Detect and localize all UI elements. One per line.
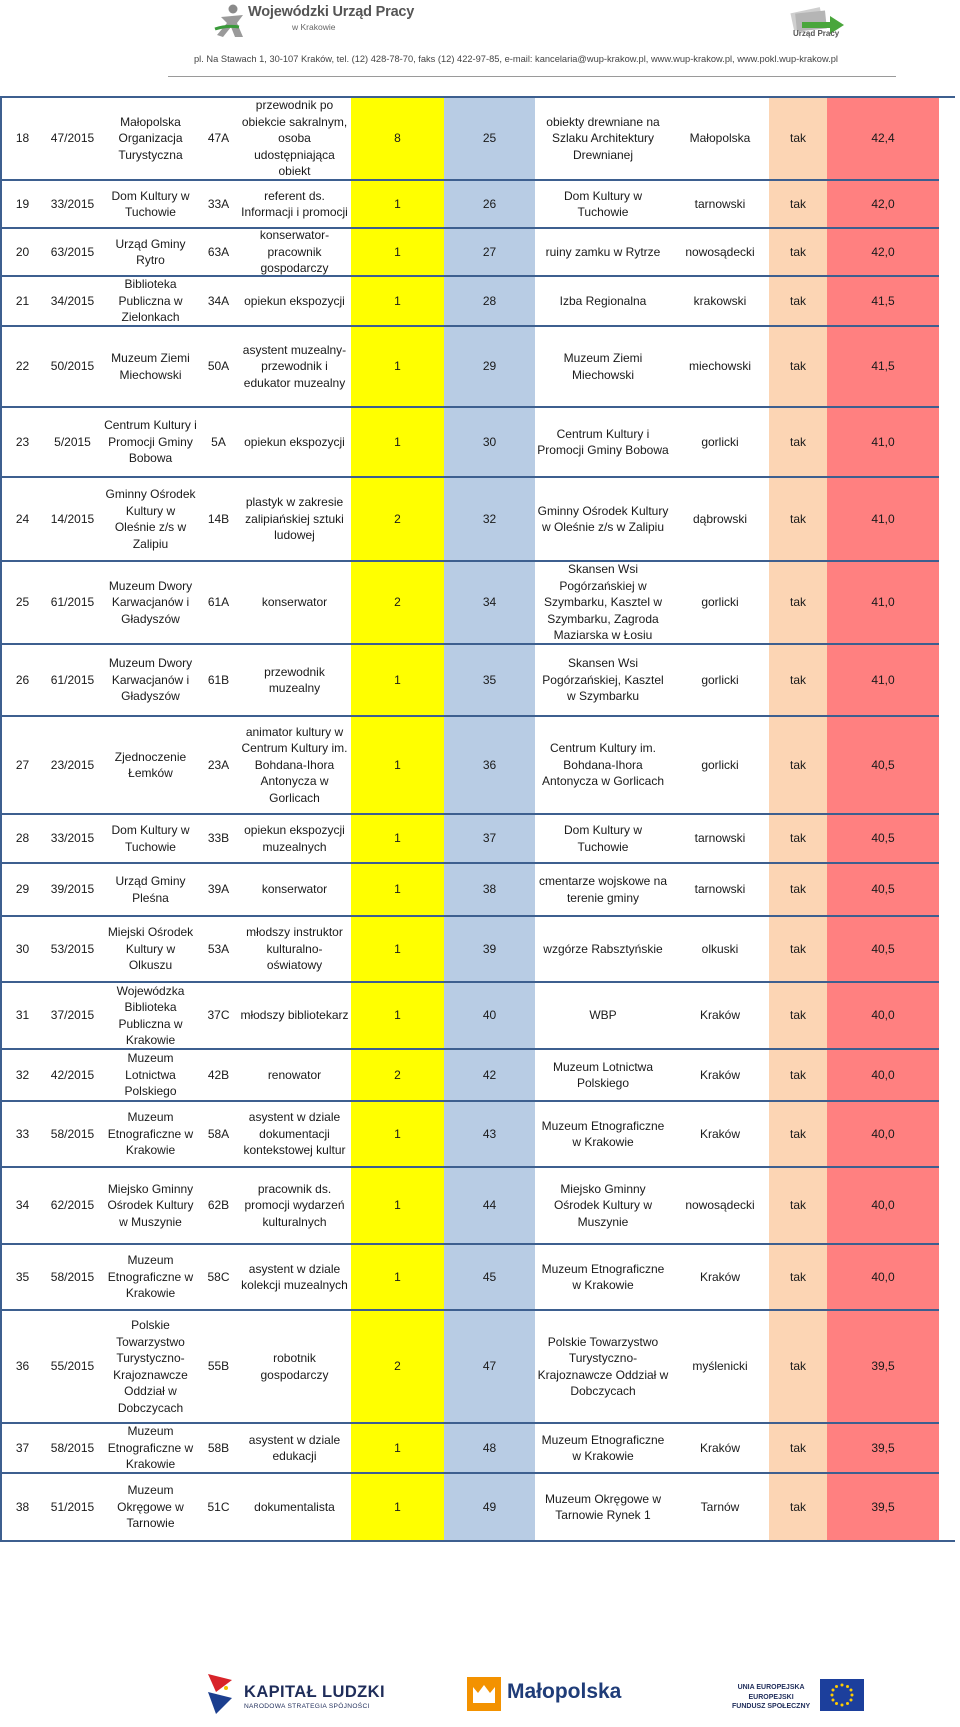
- lp-cell: 18: [2, 98, 43, 181]
- position: konserwator-pracownik gospodarczy: [238, 229, 351, 277]
- rank-number: 43: [444, 1102, 535, 1168]
- places-count: 1: [351, 408, 444, 478]
- position: dokumentalista: [254, 1499, 335, 1514]
- position: plastyk w zakresie zalipiańskiej sztuki ludowej: [238, 478, 351, 562]
- lp-cell: 33: [2, 1102, 43, 1168]
- urzad-pracy-logo-icon: [782, 4, 854, 44]
- lp-cell: 37: [2, 1424, 43, 1474]
- position: asystent w dziale dokumentacji kontekstowej kultur: [238, 1102, 351, 1168]
- eligibility: tak: [769, 717, 827, 815]
- table-grid: [0, 96, 955, 1542]
- rank-number: 44: [444, 1168, 535, 1245]
- workplace: Polskie Towarzystwo Turystyczno-Krajoznawcze Oddział w Dobczycach: [535, 1311, 671, 1424]
- urzad-pracy-label: Urząd Pracy: [793, 29, 840, 38]
- eligibility: tak: [769, 815, 827, 864]
- malopolska-icon: [467, 1677, 501, 1711]
- rank-number: 26: [444, 181, 535, 229]
- places-count: 1: [351, 229, 444, 277]
- position: referent ds. Informacji i promocji: [238, 181, 351, 229]
- ue-line-2: EUROPEJSKI: [748, 1693, 794, 1701]
- district: Kraków: [671, 1424, 769, 1474]
- district: Małopolska: [671, 98, 769, 181]
- offer-code: 58B: [199, 1424, 238, 1474]
- organization: Biblioteka Publiczna w Zielonkach: [102, 277, 199, 327]
- places-count: 8: [351, 98, 444, 181]
- score: 41,0: [827, 408, 939, 478]
- organization: Muzeum Etnograficzne w Krakowie: [102, 1245, 199, 1311]
- places-count: 1: [351, 1245, 444, 1311]
- places-count: 1: [351, 1474, 444, 1540]
- lp-cell: 35: [2, 1245, 43, 1311]
- workplace: wzgórze Rabsztyńskie: [535, 917, 671, 983]
- offer-code: 50A: [199, 327, 238, 408]
- rank-number: 25: [444, 98, 535, 181]
- position: pracownik ds. promocji wydarzeń kulturalnych: [238, 1168, 351, 1245]
- footer-logos: [0, 1655, 960, 1727]
- offer-code: 42B: [199, 1050, 238, 1102]
- application-number: 23/2015: [43, 717, 102, 815]
- workplace: Muzeum Etnograficzne w Krakowie: [535, 1245, 671, 1311]
- application-number: 47/2015: [43, 98, 102, 181]
- district: tarnowski: [671, 181, 769, 229]
- offer-code: 14B: [199, 478, 238, 562]
- offer-code: 58A: [199, 1102, 238, 1168]
- organization: Miejsko Gminny Ośrodek Kultury w Muszynie: [102, 1168, 199, 1245]
- eligibility: tak: [769, 1245, 827, 1311]
- district: dąbrowski: [671, 478, 769, 562]
- position: przewodnik po obiekcie sakralnym, osoba udostępniająca obiekt: [238, 98, 351, 181]
- district: nowosądecki: [671, 1168, 769, 1245]
- places-count: 1: [351, 815, 444, 864]
- organization: Muzeum Dwory Karwacjanów i Gładyszów: [102, 645, 199, 717]
- district: gorlicki: [671, 408, 769, 478]
- lp-cell: 34: [2, 1168, 43, 1245]
- district: miechowski: [671, 327, 769, 408]
- lp-cell: 31: [2, 983, 43, 1050]
- organization: Muzeum Etnograficzne w Krakowie: [102, 1424, 199, 1474]
- kapital-ludzki-sub: NARODOWA STRATEGIA SPÓJNOŚCI: [244, 1703, 370, 1710]
- wup-person-icon: [213, 3, 253, 41]
- offer-code: 37C: [199, 983, 238, 1050]
- organization: Urząd Gminy Rytro: [102, 229, 199, 277]
- district: myślenicki: [671, 1311, 769, 1424]
- eligibility: tak: [769, 983, 827, 1050]
- address-line: pl. Na Stawach 1, 30-107 Kraków, tel. (12) 428-78-70, faks (12) 422-97-85, e-mail: kancelaria@wup-krakow.pl, www.wup-krakow.pl, www.pokl.wup-krakow.pl: [194, 54, 838, 64]
- lp-cell: 28: [2, 815, 43, 864]
- organization: Urząd Gminy Pleśna: [102, 864, 199, 917]
- score: 40,0: [827, 1102, 939, 1168]
- position: konserwator: [238, 864, 351, 917]
- rank-number: 42: [444, 1050, 535, 1102]
- lp-cell: 21: [2, 277, 43, 327]
- places-count: 1: [351, 917, 444, 983]
- lp-cell: 26: [2, 645, 43, 717]
- workplace: Muzeum Etnograficzne w Krakowie: [535, 1424, 671, 1474]
- rank-number: 48: [444, 1424, 535, 1474]
- header-divider: [168, 76, 896, 77]
- organization: Małopolska Organizacja Turystyczna: [102, 98, 199, 181]
- places-count: 1: [351, 717, 444, 815]
- score: 39,5: [827, 1424, 939, 1474]
- organization: Miejski Ośrodek Kultury w Olkuszu: [102, 917, 199, 983]
- ue-label: [732, 1683, 810, 1712]
- rank-number: 40: [444, 983, 535, 1050]
- position: opiekun ekspozycji: [238, 277, 351, 327]
- organization: Dom Kultury w Tuchowie: [102, 815, 199, 864]
- application-number: 37/2015: [43, 983, 102, 1050]
- lp-cell: 23: [2, 408, 43, 478]
- score: 40,5: [827, 717, 939, 815]
- offer-code: 53A: [199, 917, 238, 983]
- eligibility: tak: [769, 1424, 827, 1474]
- eligibility: tak: [769, 277, 827, 327]
- application-number: 5/2015: [43, 408, 102, 478]
- position: młodszy instruktor kulturalno-oświatowy: [238, 917, 351, 983]
- rank-number: 34: [444, 562, 535, 645]
- score: 40,5: [827, 815, 939, 864]
- organization: Muzeum Etnograficzne w Krakowie: [102, 1102, 199, 1168]
- application-number: 53/2015: [43, 917, 102, 983]
- lp-cell: 32: [2, 1050, 43, 1102]
- workplace: obiekty drewniane na Szlaku Architektury Drewnianej: [535, 98, 671, 181]
- lp-cell: 30: [2, 917, 43, 983]
- eligibility: tak: [769, 181, 827, 229]
- district: gorlicki: [671, 717, 769, 815]
- district: Kraków: [671, 1102, 769, 1168]
- lp-cell: 22: [2, 327, 43, 408]
- eligibility: tak: [769, 1474, 827, 1540]
- eligibility: tak: [769, 478, 827, 562]
- organization: Muzeum Ziemi Miechowski: [102, 327, 199, 408]
- application-number: 33/2015: [43, 815, 102, 864]
- organization: Dom Kultury w Tuchowie: [102, 181, 199, 229]
- lp-cell: 25: [2, 562, 43, 645]
- organization: Polskie Towarzystwo Turystyczno-Krajoznawcze Oddział w Dobczycach: [102, 1311, 199, 1424]
- places-count: 2: [351, 1311, 444, 1424]
- offer-code: 61B: [199, 645, 238, 717]
- application-number: 50/2015: [43, 327, 102, 408]
- position: renowator: [238, 1050, 351, 1102]
- lp-cell: 24: [2, 478, 43, 562]
- score: 42,4: [827, 98, 939, 181]
- district: Kraków: [671, 1245, 769, 1311]
- rank-number: 27: [444, 229, 535, 277]
- application-number: 61/2015: [43, 562, 102, 645]
- application-number: 58/2015: [43, 1102, 102, 1168]
- eligibility: tak: [769, 864, 827, 917]
- application-number: 63/2015: [43, 229, 102, 277]
- places-count: 2: [351, 1050, 444, 1102]
- malopolska-label: Małopolska: [507, 1680, 622, 1703]
- district: Kraków: [671, 983, 769, 1050]
- eligibility: tak: [769, 1050, 827, 1102]
- eligibility: tak: [769, 645, 827, 717]
- lp-cell: 27: [2, 717, 43, 815]
- workplace: Centrum Kultury i Promocji Gminy Bobowa: [535, 408, 671, 478]
- workplace: Miejsko Gminny Ośrodek Kultury w Muszynie: [535, 1168, 671, 1245]
- score: 41,5: [827, 327, 939, 408]
- rank-number: 28: [444, 277, 535, 327]
- position: asystent w dziale kolekcji muzealnych: [238, 1245, 351, 1311]
- kapital-ludzki-flag-icon: [206, 1670, 236, 1718]
- position: konserwator: [238, 562, 351, 645]
- offer-code: 39A: [199, 864, 238, 917]
- score: 40,0: [827, 1050, 939, 1102]
- district: olkuski: [671, 917, 769, 983]
- organization: Muzeum Dwory Karwacjanów i Gładyszów: [102, 562, 199, 645]
- score: 41,0: [827, 562, 939, 645]
- workplace: Muzeum Etnograficzne w Krakowie: [535, 1102, 671, 1168]
- ranking-table: [0, 96, 955, 1566]
- district: nowosądecki: [671, 229, 769, 277]
- lp-cell: 29: [2, 864, 43, 917]
- lp-cell: 19: [2, 181, 43, 229]
- offer-code: 55B: [199, 1311, 238, 1424]
- org-sub: w Krakowie: [292, 22, 336, 32]
- eligibility: tak: [769, 562, 827, 645]
- application-number: 62/2015: [43, 1168, 102, 1245]
- application-number: 61/2015: [43, 645, 102, 717]
- application-number: 51/2015: [50, 1499, 95, 1514]
- organization: Zjednoczenie Łemków: [102, 717, 199, 815]
- places-count: 1: [351, 983, 444, 1050]
- places-count: 1: [351, 1102, 444, 1168]
- rank-number: 47: [444, 1311, 535, 1424]
- offer-code: 47A: [199, 98, 238, 181]
- places-count: 1: [351, 1424, 444, 1474]
- score: 40,0: [827, 983, 939, 1050]
- position: przewodnik muzealny: [238, 645, 351, 717]
- eligibility: tak: [769, 917, 827, 983]
- rank-number: 35: [444, 645, 535, 717]
- position: opiekun ekspozycji muzealnych: [238, 815, 351, 864]
- application-number: 39/2015: [43, 864, 102, 917]
- workplace: Muzeum Ziemi Miechowski: [535, 327, 671, 408]
- position: animator kultury w Centrum Kultury im. Bohdana-Ihora Antonycza w Gorlicach: [238, 717, 351, 815]
- workplace: Muzeum Okręgowe w Tarnowie Rynek 1: [544, 1491, 662, 1522]
- places-count: 1: [351, 645, 444, 717]
- places-count: 1: [351, 864, 444, 917]
- organization: Centrum Kultury i Promocji Gminy Bobowa: [102, 408, 199, 478]
- places-count: 1: [351, 1168, 444, 1245]
- application-number: 14/2015: [43, 478, 102, 562]
- offer-code: 62B: [199, 1168, 238, 1245]
- application-number: 58/2015: [43, 1424, 102, 1474]
- position: asystent w dziale edukacji: [238, 1424, 351, 1474]
- offer-code: 5A: [199, 408, 238, 478]
- places-count: 1: [351, 327, 444, 408]
- workplace: ruiny zamku w Rytrze: [535, 229, 671, 277]
- rank-number: 39: [444, 917, 535, 983]
- position: asystent muzealny-przewodnik i edukator muzealny: [238, 327, 351, 408]
- lp-cell: 36: [2, 1311, 43, 1424]
- district: gorlicki: [671, 562, 769, 645]
- kapital-ludzki-title: KAPITAŁ LUDZKI: [244, 1683, 385, 1701]
- score: 40,0: [827, 1245, 939, 1311]
- district: Tarnów: [700, 1499, 740, 1514]
- eligibility: tak: [769, 327, 827, 408]
- district: gorlicki: [671, 645, 769, 717]
- district: tarnowski: [671, 815, 769, 864]
- offer-code: 58C: [199, 1245, 238, 1311]
- eligibility: tak: [769, 98, 827, 181]
- workplace: Skansen Wsi Pogórzańskiej w Szymbarku, Kasztel w Szymbarku, Zagroda Maziarska w Łosiu: [535, 562, 671, 645]
- workplace: Centrum Kultury im. Bohdana-Ihora Antonycza w Gorlicach: [535, 717, 671, 815]
- places-count: 2: [351, 478, 444, 562]
- organization: Muzeum Okręgowe w Tarnowie: [117, 1483, 184, 1531]
- lp-cell: 38: [15, 1499, 30, 1514]
- workplace: Dom Kultury w Tuchowie: [535, 181, 671, 229]
- position: młodszy bibliotekarz: [238, 983, 351, 1050]
- district: tarnowski: [671, 864, 769, 917]
- ue-line-1: UNIA EUROPEJSKA: [737, 1684, 805, 1691]
- score: 42,0: [827, 181, 939, 229]
- offer-code: 23A: [199, 717, 238, 815]
- places-count: 2: [351, 562, 444, 645]
- score: 40,5: [827, 917, 939, 983]
- rank-number: 45: [444, 1245, 535, 1311]
- rank-number: 36: [444, 717, 535, 815]
- eligibility: tak: [769, 1168, 827, 1245]
- rank-number: 32: [444, 478, 535, 562]
- offer-code: 34A: [199, 277, 238, 327]
- score: 41,0: [827, 645, 939, 717]
- score: 42,0: [827, 229, 939, 277]
- offer-code: 63A: [199, 229, 238, 277]
- district: Kraków: [671, 1050, 769, 1102]
- rank-number: 38: [444, 864, 535, 917]
- position: opiekun ekspozycji: [238, 408, 351, 478]
- offer-code: 61A: [199, 562, 238, 645]
- offer-code: 51C: [207, 1499, 230, 1514]
- lp-cell: 20: [2, 229, 43, 277]
- score: 39,5: [827, 1311, 939, 1424]
- workplace: Muzeum Lotnictwa Polskiego: [535, 1050, 671, 1102]
- workplace: Izba Regionalna: [535, 277, 671, 327]
- score: 41,0: [827, 478, 939, 562]
- workplace: WBP: [535, 983, 671, 1050]
- application-number: 34/2015: [43, 277, 102, 327]
- organization: Gminny Ośrodek Kultury w Oleśnie z/s w Zalipiu: [102, 478, 199, 562]
- offer-code: 33A: [199, 181, 238, 229]
- workplace: cmentarze wojskowe na terenie gminy: [535, 864, 671, 917]
- application-number: 33/2015: [43, 181, 102, 229]
- application-number: 42/2015: [43, 1050, 102, 1102]
- rank-number: 37: [444, 815, 535, 864]
- application-number: 55/2015: [43, 1311, 102, 1424]
- score: 41,5: [827, 277, 939, 327]
- organization: Wojewódzka Biblioteka Publiczna w Krakowie: [102, 983, 199, 1050]
- rank-number: 29: [444, 327, 535, 408]
- ue-line-3: FUNDUSZ SPOŁECZNY: [732, 1703, 811, 1710]
- org-name: Wojewódzki Urząd Pracy: [248, 4, 415, 20]
- workplace: Dom Kultury w Tuchowie: [535, 815, 671, 864]
- rank-number: 30: [444, 408, 535, 478]
- district: krakowski: [671, 277, 769, 327]
- position: robotnik gospodarczy: [238, 1311, 351, 1424]
- eligibility: tak: [769, 1311, 827, 1424]
- workplace: Gminny Ośrodek Kultury w Oleśnie z/s w Zalipiu: [535, 478, 671, 562]
- letterhead: [0, 0, 960, 80]
- rank-number: 49: [444, 1474, 535, 1540]
- places-count: 1: [351, 277, 444, 327]
- workplace: Skansen Wsi Pogórzańskiej, Kasztel w Szymbarku: [535, 645, 671, 717]
- application-number: 58/2015: [43, 1245, 102, 1311]
- score: 40,5: [827, 864, 939, 917]
- score: 40,0: [827, 1168, 939, 1245]
- score: 39,5: [827, 1474, 939, 1540]
- offer-code: 33B: [199, 815, 238, 864]
- eligibility: tak: [769, 1102, 827, 1168]
- organization: Muzeum Lotnictwa Polskiego: [102, 1050, 199, 1102]
- places-count: 1: [351, 181, 444, 229]
- eligibility: tak: [769, 229, 827, 277]
- eligibility: tak: [769, 408, 827, 478]
- eu-flag-icon: [820, 1679, 864, 1711]
